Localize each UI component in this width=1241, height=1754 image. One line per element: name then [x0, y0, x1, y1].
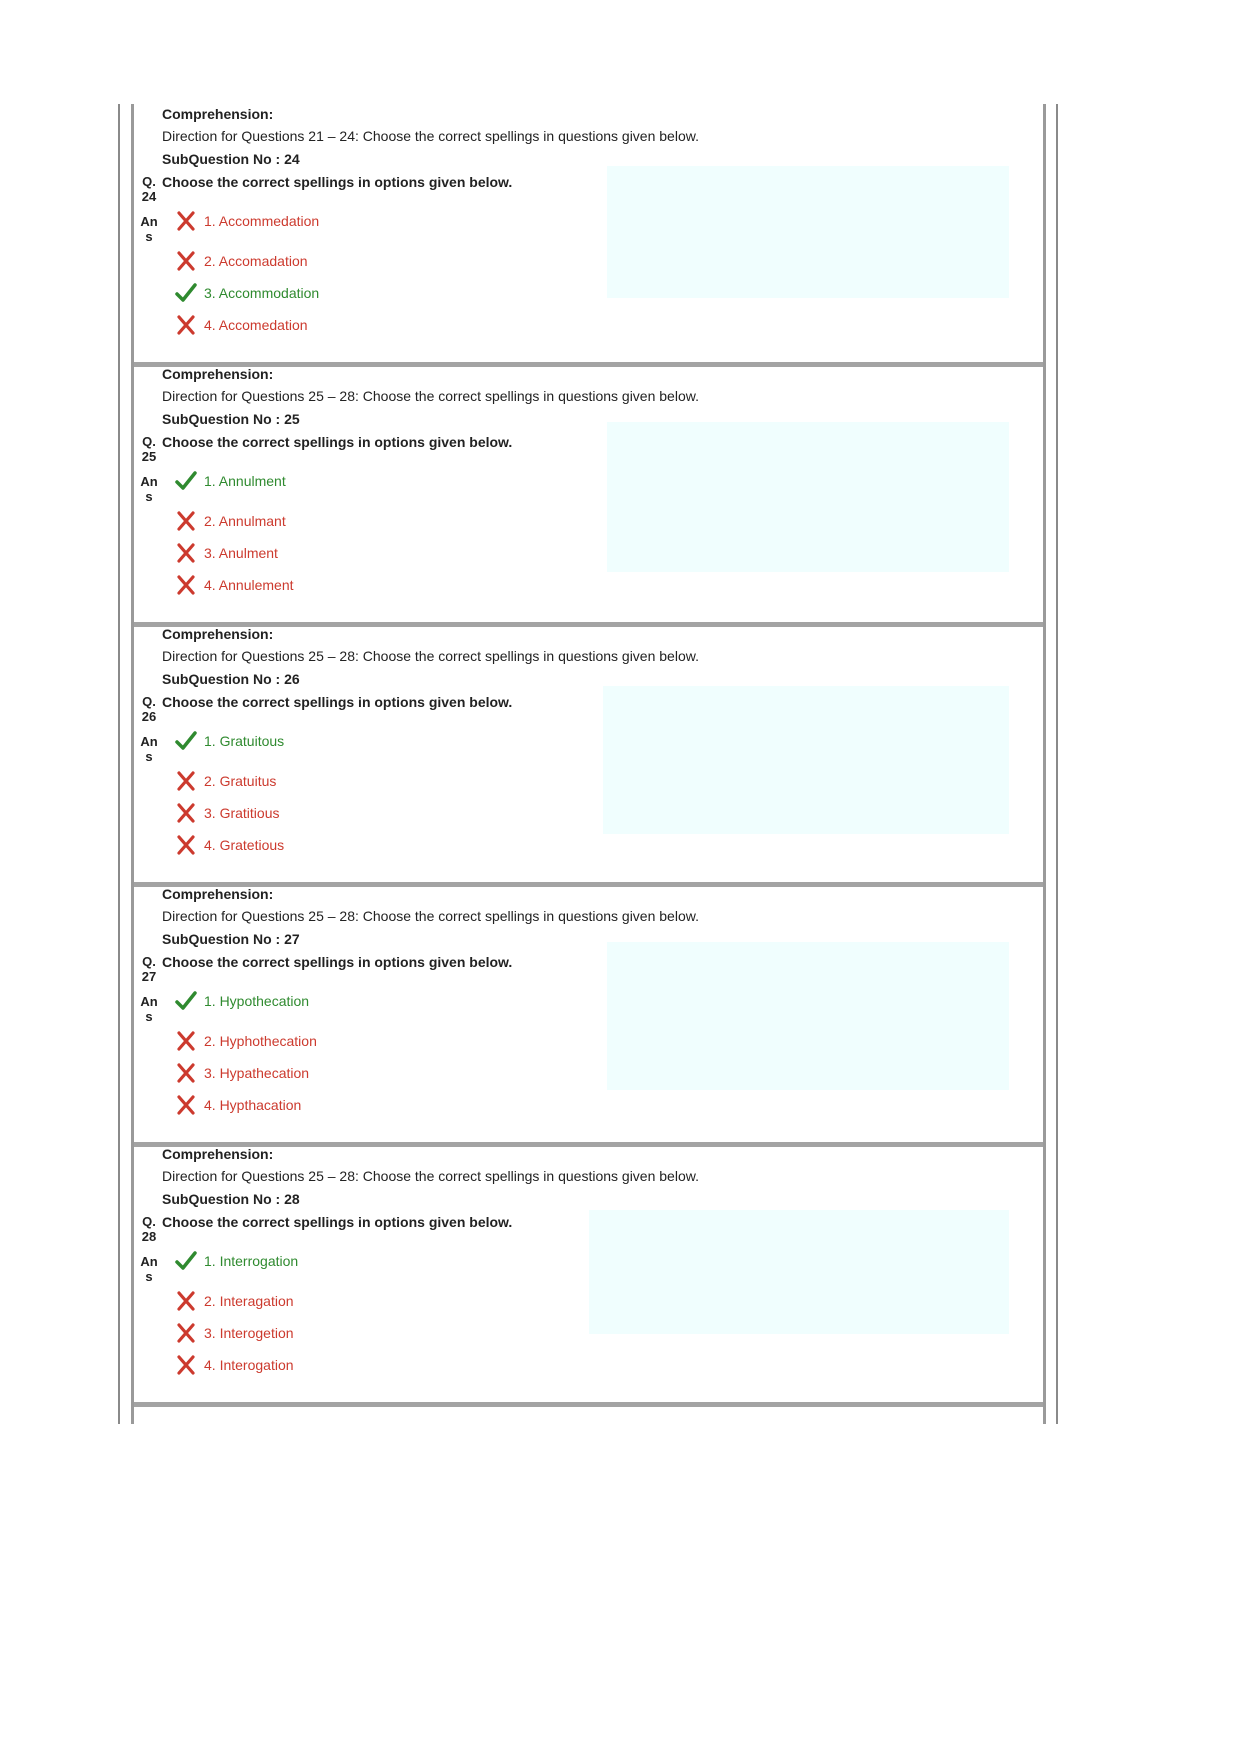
option-item — [174, 249, 308, 273]
subquestion-number: SubQuestion No : 27 — [162, 931, 300, 947]
option-label: 4. Hypthacation — [204, 1097, 302, 1113]
question-text: Choose the correct spellings in options given below. — [162, 694, 513, 710]
option-item — [174, 313, 308, 337]
option-label: 3. Accommodation — [204, 285, 320, 301]
cross-icon — [174, 1029, 198, 1053]
cross-icon — [174, 1353, 198, 1377]
check-icon — [174, 1249, 198, 1273]
check-icon — [174, 989, 198, 1013]
question-number-value: 27 — [141, 969, 157, 984]
question-prefix: Q. — [142, 174, 156, 189]
cross-icon — [174, 541, 198, 565]
question-number — [138, 174, 160, 204]
cross-icon — [174, 1289, 198, 1313]
answer-label-line-2: s — [145, 749, 153, 764]
question-number-value: 28 — [141, 1229, 157, 1244]
cross-icon — [174, 209, 198, 233]
question-prefix: Q. — [142, 434, 156, 449]
next-block-start — [134, 1404, 1043, 1424]
option-item — [174, 729, 284, 753]
question-block — [134, 624, 1043, 887]
direction-text: Direction for Questions 25 – 28: Choose the correct spellings in questions given below. — [162, 388, 699, 404]
answer-panel — [607, 422, 1009, 572]
cross-icon — [174, 1061, 198, 1085]
option-item — [174, 541, 278, 565]
option-item — [174, 1321, 294, 1345]
question-number — [138, 434, 160, 464]
direction-text: Direction for Questions 21 – 24: Choose the correct spellings in questions given below. — [162, 128, 699, 144]
cross-icon — [174, 1093, 198, 1117]
cross-icon — [174, 573, 198, 597]
answer-panel — [589, 1210, 1009, 1334]
option-label: 2. Gratuitus — [204, 773, 277, 789]
answer-label — [138, 734, 160, 764]
question-number — [138, 954, 160, 984]
answer-label-line-2: s — [145, 229, 153, 244]
question-prefix: Q. — [142, 954, 156, 969]
answer-label-line-2: s — [145, 1009, 153, 1024]
option-label: 4. Gratetious — [204, 837, 285, 853]
option-item — [174, 1029, 317, 1053]
answer-label-line-1: An — [140, 214, 158, 229]
check-icon — [174, 281, 198, 305]
cross-icon — [174, 313, 198, 337]
question-prefix: Q. — [142, 1214, 156, 1229]
option-item — [174, 209, 319, 233]
option-label: 2. Accomadation — [204, 253, 308, 269]
cross-icon — [174, 509, 198, 533]
answer-label-line-1: An — [140, 994, 158, 1009]
option-item — [174, 1289, 294, 1313]
answer-panel — [603, 686, 1009, 834]
option-item — [174, 769, 276, 793]
check-icon — [174, 469, 198, 493]
option-item — [174, 281, 319, 305]
option-item — [174, 801, 279, 825]
answer-label — [138, 994, 160, 1024]
question-number-value: 24 — [141, 189, 157, 204]
question-text: Choose the correct spellings in options given below. — [162, 174, 513, 190]
question-number-value: 25 — [141, 449, 157, 464]
question-block — [134, 884, 1043, 1147]
answer-label — [138, 474, 160, 504]
outer-border-left — [118, 104, 120, 1424]
option-item — [174, 1249, 298, 1273]
answer-label-line-2: s — [145, 1269, 153, 1284]
option-item — [174, 1353, 294, 1377]
option-label: 1. Hypothecation — [204, 993, 310, 1009]
option-label: 1. Interrogation — [204, 1253, 299, 1269]
answer-label-line-1: An — [140, 1254, 158, 1269]
option-label: 4. Interogation — [204, 1357, 294, 1373]
option-item — [174, 989, 309, 1013]
option-label: 2. Interagation — [204, 1293, 294, 1309]
comprehension-label: Comprehension: — [162, 886, 274, 902]
subquestion-number: SubQuestion No : 26 — [162, 671, 300, 687]
question-text: Choose the correct spellings in options given below. — [162, 954, 513, 970]
question-text: Choose the correct spellings in options given below. — [162, 1214, 513, 1230]
answer-sheet — [118, 104, 1058, 1424]
option-label: 1. Accommedation — [204, 213, 320, 229]
question-block — [134, 364, 1043, 627]
question-number-value: 26 — [141, 709, 157, 724]
direction-text: Direction for Questions 25 – 28: Choose the correct spellings in questions given below. — [162, 1168, 699, 1184]
option-label: 3. Gratitious — [204, 805, 280, 821]
option-label: 1. Gratuitous — [204, 733, 285, 749]
question-text: Choose the correct spellings in options given below. — [162, 434, 513, 450]
cross-icon — [174, 833, 198, 857]
check-icon — [174, 729, 198, 753]
answer-label — [138, 214, 160, 244]
answer-panel — [607, 166, 1009, 298]
option-label: 1. Annulment — [204, 473, 286, 489]
outer-border-right — [1056, 104, 1058, 1424]
answer-panel — [607, 942, 1009, 1090]
inner-border-right — [1043, 104, 1046, 1424]
option-item — [174, 509, 286, 533]
subquestion-number: SubQuestion No : 28 — [162, 1191, 300, 1207]
comprehension-label: Comprehension: — [162, 626, 274, 642]
option-label: 3. Anulment — [204, 545, 278, 561]
option-item — [174, 833, 284, 857]
option-item — [174, 573, 294, 597]
option-label: 3. Hypathecation — [204, 1065, 310, 1081]
answer-label-line-2: s — [145, 489, 153, 504]
subquestion-number: SubQuestion No : 25 — [162, 411, 300, 427]
question-block — [134, 1144, 1043, 1407]
option-label: 4. Annulement — [204, 577, 294, 593]
question-number — [138, 694, 160, 724]
direction-text: Direction for Questions 25 – 28: Choose the correct spellings in questions given below. — [162, 908, 699, 924]
option-item — [174, 1093, 301, 1117]
comprehension-label: Comprehension: — [162, 366, 274, 382]
cross-icon — [174, 769, 198, 793]
option-label: 2. Hyphothecation — [204, 1033, 317, 1049]
answer-label-line-1: An — [140, 734, 158, 749]
question-number — [138, 1214, 160, 1244]
comprehension-label: Comprehension: — [162, 106, 274, 122]
cross-icon — [174, 1321, 198, 1345]
cross-icon — [174, 249, 198, 273]
direction-text: Direction for Questions 25 – 28: Choose the correct spellings in questions given below. — [162, 648, 699, 664]
option-label: 4. Accomedation — [204, 317, 308, 333]
option-label: 2. Annulmant — [204, 513, 286, 529]
option-item — [174, 1061, 309, 1085]
cross-icon — [174, 801, 198, 825]
answer-label — [138, 1254, 160, 1284]
option-item — [174, 469, 286, 493]
subquestion-number: SubQuestion No : 24 — [162, 151, 300, 167]
question-block — [134, 104, 1043, 367]
question-prefix: Q. — [142, 694, 156, 709]
option-label: 3. Interogetion — [204, 1325, 294, 1341]
answer-label-line-1: An — [140, 474, 158, 489]
comprehension-label: Comprehension: — [162, 1146, 274, 1162]
